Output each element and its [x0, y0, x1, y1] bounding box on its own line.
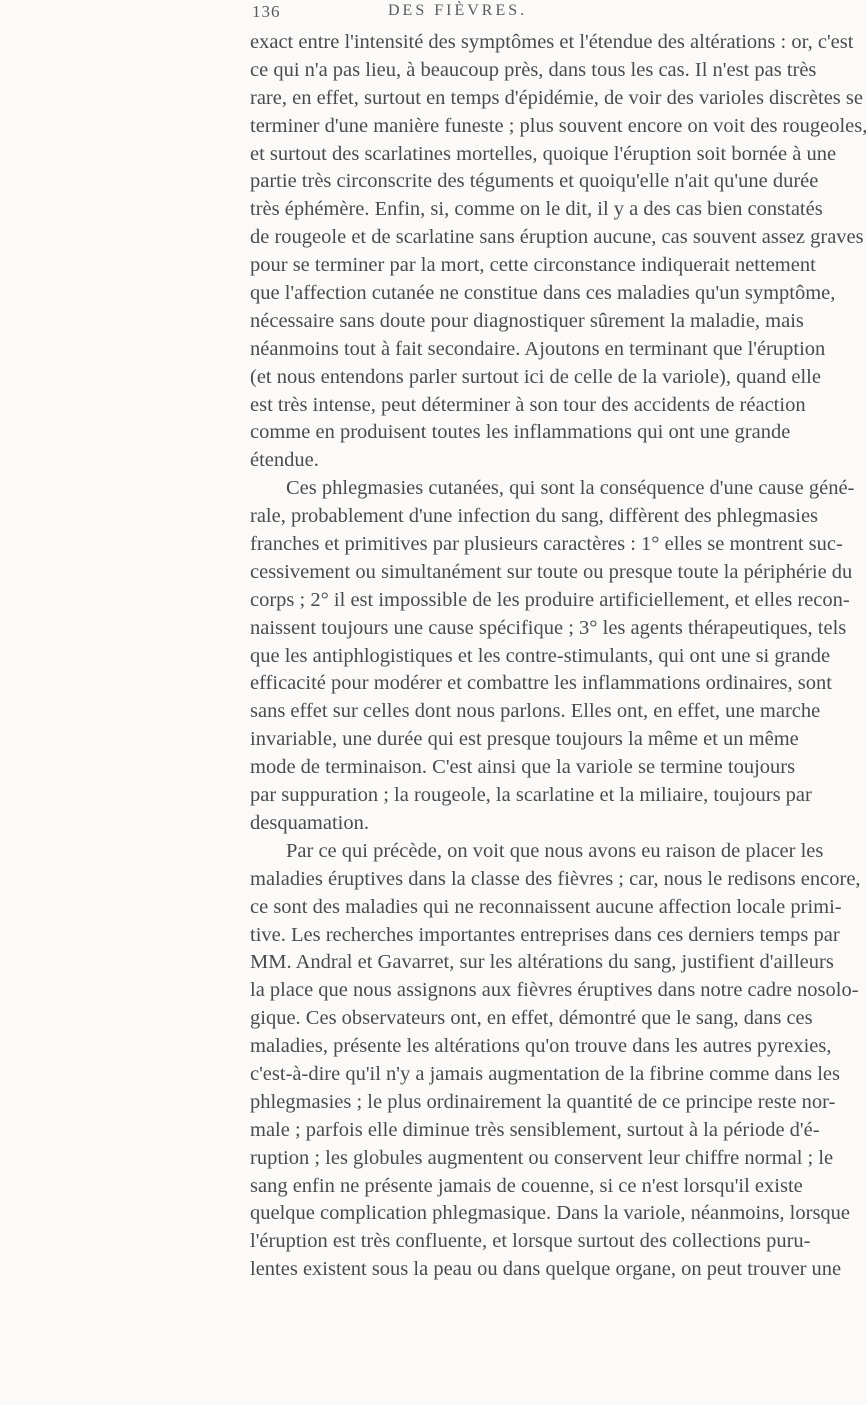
- text-line: la place que nous assignons aux fièvres éruptives dans notre cadre nosolo-: [250, 979, 859, 1002]
- text-line: partie très circonscrite des téguments et quoiqu'elle n'ait qu'une durée: [250, 170, 819, 193]
- text-line: néanmoins tout à fait secondaire. Ajoutons en terminant que l'éruption: [250, 337, 826, 360]
- text-line: gique. Ces observateurs ont, en effet, démontré que le sang, dans ces: [250, 1007, 813, 1030]
- text-line: Ces phlegmasies cutanées, qui sont la conséquence d'une cause géné-: [286, 477, 855, 500]
- running-title: DES FIÈVRES.: [388, 2, 528, 19]
- text-line: étendue.: [250, 449, 319, 472]
- text-line: mode de terminaison. C'est ainsi que la variole se termine toujours: [250, 756, 796, 779]
- text-line: et surtout des scarlatines mortelles, quoique l'éruption soit bornée à une: [250, 142, 837, 165]
- text-line: que l'affection cutanée ne constitue dans ces maladies qu'un symptôme,: [250, 282, 836, 305]
- text-line: lentes existent sous la peau ou dans quelque organe, on peut trouver une: [250, 1258, 842, 1281]
- text-line: pour se terminer par la mort, cette circonstance indiquerait nettement: [250, 254, 816, 277]
- text-line: par suppuration ; la rougeole, la scarlatine et la miliaire, toujours par: [250, 784, 812, 807]
- text-line: maladies éruptives dans la classe des fièvres ; car, nous le redisons encore,: [250, 867, 861, 890]
- text-line: desquamation.: [250, 811, 369, 834]
- text-line: ruption ; les globules augmentent ou conservent leur chiffre normal ; le: [250, 1146, 834, 1169]
- text-line: tive. Les recherches importantes entreprises dans ces derniers temps par: [250, 923, 840, 946]
- page-number: 136: [252, 2, 281, 21]
- paragraph: [250, 838, 861, 1284]
- text-line: ce qui n'a pas lieu, à beaucoup près, dans tous les cas. Il n'est pas très: [250, 58, 817, 81]
- text-line: de rougeole et de scarlatine sans éruption aucune, cas souvent assez graves: [250, 226, 864, 249]
- text-line: est très intense, peut déterminer à son tour des accidents de réaction: [250, 393, 806, 416]
- text-line: maladies, présente les altérations qu'on trouve dans les autres pyrexies,: [250, 1035, 832, 1058]
- text-line: franches et primitives par plusieurs caractères : 1° elles se montrent suc-: [250, 533, 843, 556]
- text-line: exact entre l'intensité des symptômes et l'étendue des altérations : or, c'est: [250, 31, 854, 53]
- text-line: l'éruption est très confluente, et lorsque surtout des collections puru-: [250, 1230, 811, 1253]
- paragraph: [250, 475, 855, 838]
- text-line: MM. Andral et Gavarret, sur les altérations du sang, justifient d'ailleurs: [250, 951, 834, 974]
- text-line: male ; parfois elle diminue très sensiblement, surtout à la période d'é-: [250, 1118, 820, 1141]
- text-line: sans effet sur celles dont nous parlons. Elles ont, en effet, une marche: [250, 700, 821, 723]
- text-line: terminer d'une manière funeste ; plus souvent encore on voit des rougeoles,: [250, 114, 867, 137]
- text-line: rale, probablement d'une infection du sang, diffèrent des phlegmasies: [250, 505, 819, 528]
- paragraph: [250, 29, 867, 475]
- text-line: Par ce qui précède, on voit que nous avons eu raison de placer les: [286, 839, 824, 862]
- body-text: [250, 29, 867, 1284]
- text-line: nécessaire sans doute pour diagnostiquer sûrement la maladie, mais: [250, 309, 804, 332]
- text-line: c'est-à-dire qu'il n'y a jamais augmentation de la fibrine comme dans les: [250, 1062, 841, 1085]
- text-line: efficacité pour modérer et combattre les inflammations ordinaires, sont: [250, 672, 832, 695]
- text-line: quelque complication phlegmasique. Dans la variole, néanmoins, lorsque: [250, 1202, 851, 1225]
- text-line: rare, en effet, surtout en temps d'épidémie, de voir des varioles discrètes se: [250, 86, 863, 109]
- text-line: naissent toujours une cause spécifique ; 3° les agents thérapeutiques, tels: [250, 616, 847, 639]
- text-line: ce sont des maladies qui ne reconnaissent aucune affection locale primi-: [250, 895, 842, 918]
- text-line: (et nous entendons parler surtout ici de celle de la variole), quand elle: [250, 365, 821, 388]
- text-line: corps ; 2° il est impossible de les produire artificiellement, et elles recon-: [250, 588, 850, 611]
- text-line: sang enfin ne présente jamais de couenne, si ce n'est lorsqu'il existe: [250, 1174, 803, 1197]
- text-line: invariable, une durée qui est presque toujours la même et un même: [250, 728, 799, 751]
- text-line: très éphémère. Enfin, si, comme on le dit, il y a des cas bien constatés: [250, 198, 823, 221]
- text-line: cessivement ou simultanément sur toute ou presque toute la périphérie du: [250, 560, 853, 583]
- text-line: que les antiphlogistiques et les contre-stimulants, qui ont une si grande: [250, 644, 831, 667]
- running-head: [252, 2, 770, 26]
- text-line: comme en produisent toutes les inflammations qui ont une grande: [250, 421, 791, 444]
- text-line: phlegmasies ; le plus ordinairement la quantité de ce principe reste nor-: [250, 1090, 836, 1113]
